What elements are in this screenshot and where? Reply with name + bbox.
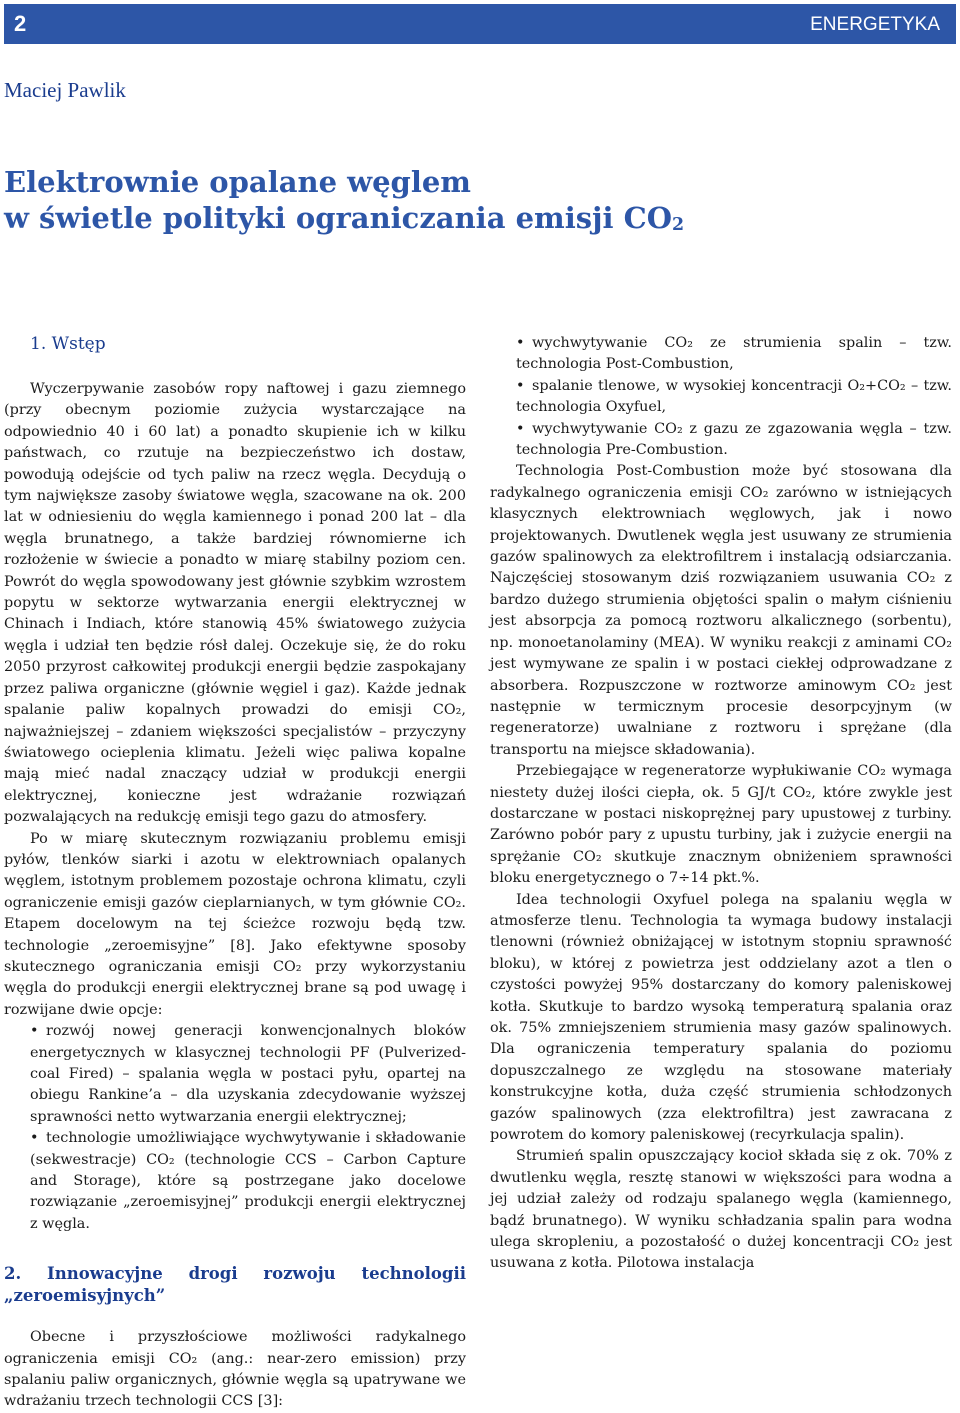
section-2-paragraph-3: Idea technologii Oxyfuel polega na spalaniu węgla w atmosferze tlenu. Technologia ta wymaga budowy instalacji tlenowni (również obniżającej w istotnym stopniu sprawność bloku), w której z powietrza jest oddzielany azot a tlen o czystości powyżej 95% dostarczany do komory paleniskowej kotła. Skutkuje to bardzo wysoką temperaturą spalania oraz ok. 75% zmniejszeniem strumienia masy gazów spalinowych. Dla ograniczenia temperatury spalania do poziomu dopuszczalnego ze względu na stosowane materiały konstrukcyjne kotła, duża część strumienia schłodzonych gazów spalinowych (zza elektrofiltra) jest zawracana z powrotem do komory paleniskowej (recyrkulacja spalin). bbox=[490, 891, 952, 1144]
section-1-bullet-2-text: technologie umożliwiające wychwytywanie i składowanie (sekwestracje) CO₂ (technologie CCS – Carbon Capture and Storage), które są postrzegane jako docelowe rozwiązanie „zeroemisyjnej” produkcji energii elektrycznej z węgla. bbox=[30, 1130, 466, 1232]
section-2-intro: Obecne i przyszłościowe możliwości radykalnego ograniczenia emisji CO₂ (ang.: near-zero emission) przy spalaniu paliw organicznych, głównie węgla są upatrywane we wdrażaniu trzech technologii CCS [3]: bbox=[4, 1329, 466, 1410]
section-2-bullet-2 bbox=[490, 376, 952, 419]
article-title bbox=[4, 164, 944, 243]
page-number: 2 bbox=[14, 11, 27, 36]
section-1-bullet-2 bbox=[4, 1128, 466, 1235]
section-2-bullet-1-text: wychwytywanie CO₂ ze strumienia spalin – tzw. technologia Post-Combustion, bbox=[516, 335, 952, 373]
left-column bbox=[4, 333, 466, 1410]
section-1-bullet-1-text: rozwój nowej generacji konwencjonalnych bloków energetycznych w klasycznej technologii PF (Pulverized-coal Fired) – spalania węgla w postaci pyłu, opartej na obiegu Rankine’a – dla uzyskania zdecydowanie wyższej sprawności netto wytwarzania energii elektrycznej; bbox=[30, 1023, 466, 1125]
section-2-paragraph-2: Przebiegające w regeneratorze wypłukiwanie CO₂ wymaga niestety dużej ilości ciepła, ok. 5 GJ/t CO₂, które zwykle jest dostarczane w postaci niskoprężnej pary upustowej z turbiny. Zarówno pobór pary z upustu turbiny, jak i zużycie energii na sprężanie CO₂ skutkuje znacznym obniżeniem sprawności bloku energetycznego o 7÷14 pkt.%. bbox=[490, 763, 952, 887]
title-line-2: w świetle polityki ograniczania emisji CO bbox=[4, 201, 673, 235]
section-2-bullet-2-text: spalanie tlenowe, w wysokiej koncentracji O₂+CO₂ – tzw. technologia Oxyfuel, bbox=[516, 377, 952, 416]
section-2-paragraph-1: Technologia Post-Combustion może być stosowana dla radykalnego ograniczenia emisji CO₂ zarówno w istniejących klasycznych elektrowniach węglowych, jak i nowo projektowanych. Dwutlenek węgla jest usuwany ze strumienia gazów spalinowych za elektrofiltrem i instalacją odsiarczania. Najczęściej stosowanym dziś rozwiązaniem usuwania CO₂ z bardzo dużego strumienia objętości spalin o małym ciśnieniu jest absorpcja za pomocą roztworu alkalicznego (sorbentu), np. monoetanolaminy (MEA). W wyniku reakcji z aminami CO₂ jest wymywane ze spalin i w postaci ciekłej odprowadzane z absorbera. Rozpuszczone w roztworze aminowym CO₂ jest następnie w termicznym procesie desorpcyjnym (w regeneratorze) uwalniane z roztworu i sprężane (dla transportu na miejsce składowania). bbox=[490, 463, 952, 758]
header-bar bbox=[4, 4, 956, 44]
section-2-paragraph-4: Strumień spalin opuszczający kocioł składa się z ok. 70% z dwutlenku węgla, resztę stanowi w większości para wodna a jej udział zależy od rodzaju spalanego węgla (kamiennego, bądź brunatnego). W wyniku schładzania spalin para wodna ulega skropleniu, a pozostałość o dużej koncentracji CO₂ jest usuwana z kotła. Pilotowa instalacja bbox=[490, 1148, 952, 1272]
section-label: ENERGETYKA bbox=[810, 14, 940, 35]
author-name: Maciej Pawlik bbox=[4, 78, 126, 102]
title-subscript: 2 bbox=[672, 215, 685, 235]
section-2-bullet-3 bbox=[490, 419, 952, 462]
title-line-1: Elektrownie opalane węglem bbox=[4, 165, 471, 199]
section-1-paragraph-1: Wyczerpywanie zasobów ropy naftowej i gazu ziemnego (przy obecnym poziomie zużycia wystarczające na odpowiednio 40 i 60 lat) a ponadto skupienie ich w kilku państwach, co rzutuje na bezpieczeństwo ich dostaw, powodują odejście od tych paliw na rzecz węgla. Decydują o tym największe zasoby światowe węgla, szacowane na ok. 200 lat w odniesieniu do węgla kamiennego i ponad 200 lat – dla węgla brunatnego, a także bardziej równomierne ich rozłożenie w świecie a ponadto w miarę stabilny poziom cen. Powrót do węgla spowodowany jest głównie szybkim wzrostem popytu w sektorze wytwarzania energii elektrycznej w Chinach i Indiach, które stanowią 45% światowego zużycia węgla i udział ten będzie rósł dalej. Oczekuje się, że do roku 2050 przyrost całkowitej produkcji energii będzie zaspokajany przez paliwa organiczne (głównie węgiel i gaz). Każde jednak spalanie paliw kopalnych prowadzi do emisji CO₂, najważniejszej – zdaniem większości specjalistów – przyczyny światowego ocieplenia klimatu. Jeżeli więc paliwa kopalne mają mieć nadal znaczący udział w produkcji energii elektrycznej, konieczne jest wdrażanie rozwiązań pozwalających na redukcję emisji tego gazu do atmosfery. bbox=[4, 381, 466, 826]
section-1-paragraph-2: Po w miarę skutecznym rozwiązaniu problemu emisji pyłów, tlenków siarki i azotu w elektrowniach opalanych węglem, istotnym problemem pozostaje ochrona klimatu, czyli ograniczenie emisji gazów cieplarnianych, w tym głównie CO₂. Etapem docelowym na tej ścieżce rozwoju będą tzw. technologie „zeroemisyjne” [8]. Jako efektywne sposoby skutecznego ograniczania emisji CO₂ przy wykorzystaniu węgla do produkcji energii elektrycznej brane są pod uwagę i rozwijane dwie opcje: bbox=[4, 830, 466, 1018]
right-column bbox=[490, 333, 952, 1373]
section-2-heading: 2. Innowacyjne drogi rozwoju technologii „zeroemisyjnych” bbox=[4, 1264, 466, 1306]
section-1-bullet-1 bbox=[4, 1021, 466, 1128]
section-2-bullet-1 bbox=[490, 333, 952, 376]
section-2-bullet-3-text: wychwytywanie CO₂ z gazu ze zgazowania węgla – tzw. technologia Pre-Combustion. bbox=[516, 420, 952, 459]
section-1-heading: 1. Wstęp bbox=[30, 334, 106, 354]
